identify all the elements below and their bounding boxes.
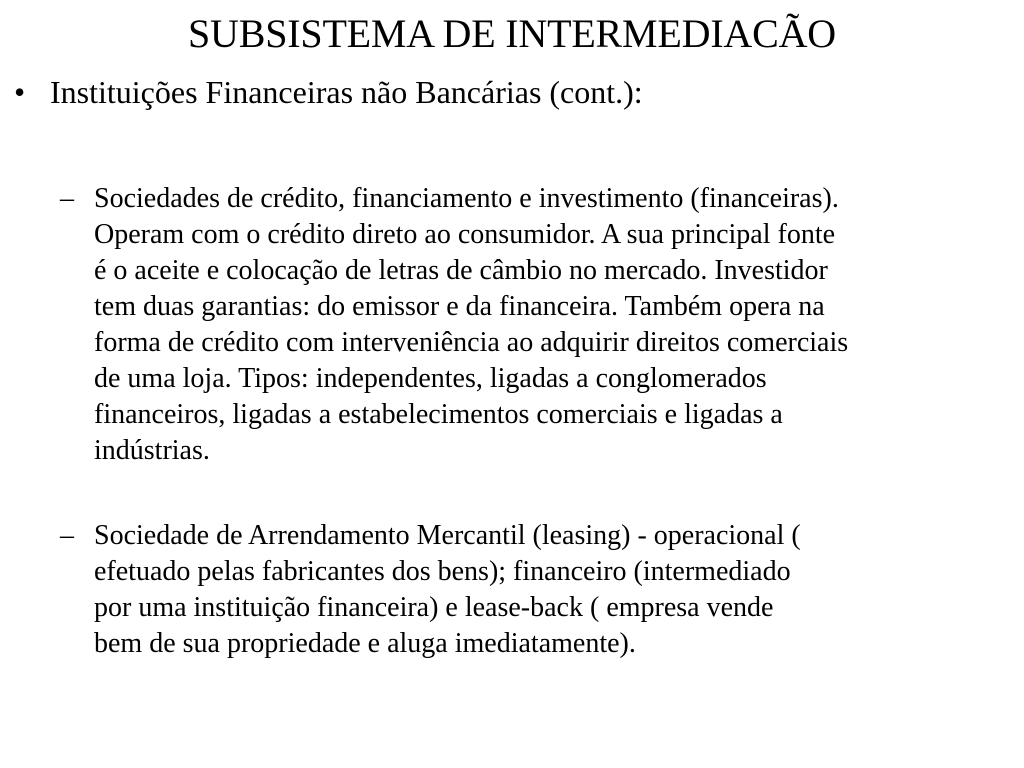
bullet-text: Instituições Financeiras não Bancárias (cont.): [50, 74, 643, 110]
text-line: indústrias. [94, 435, 210, 466]
text-line: financeiros, ligadas a estabelecimentos comerciais e ligadas a [94, 399, 783, 430]
sub-item-text [94, 518, 1020, 662]
text-line: Sociedades de crédito, financiamento e investimento (financeiras). [94, 183, 839, 214]
sub-item-text [94, 181, 1020, 469]
text-line: efetuado pelas fabricantes dos bens); financeiro (intermediado [94, 556, 791, 587]
text-line: de uma loja. Tipos: independentes, ligadas a conglomerados [94, 363, 767, 394]
text-line: forma de crédito com interveniência ao adquirir direitos comerciais [94, 327, 849, 358]
slide-title: SUBSISTEMA DE INTERMEDIACÃO [188, 11, 836, 56]
text-line: Operam com o crédito direto ao consumidor. A sua principal fonte [94, 219, 836, 250]
text-line: tem duas garantias: do emissor e da financeira. Também opera na [94, 291, 825, 322]
dash-marker: – [60, 520, 74, 551]
text-line: Sociedade de Arrendamento Mercantil (leasing) - operacional ( [94, 520, 801, 551]
dash-marker: – [60, 183, 74, 214]
bullet-marker: • [14, 74, 26, 110]
text-line: é o aceite e colocação de letras de câmbio no mercado. Investidor [94, 255, 828, 286]
text-line: bem de sua propriedade e aluga imediatamente). [94, 628, 636, 659]
text-line: por uma instituição financeira) e lease-back ( empresa vende [94, 592, 774, 623]
